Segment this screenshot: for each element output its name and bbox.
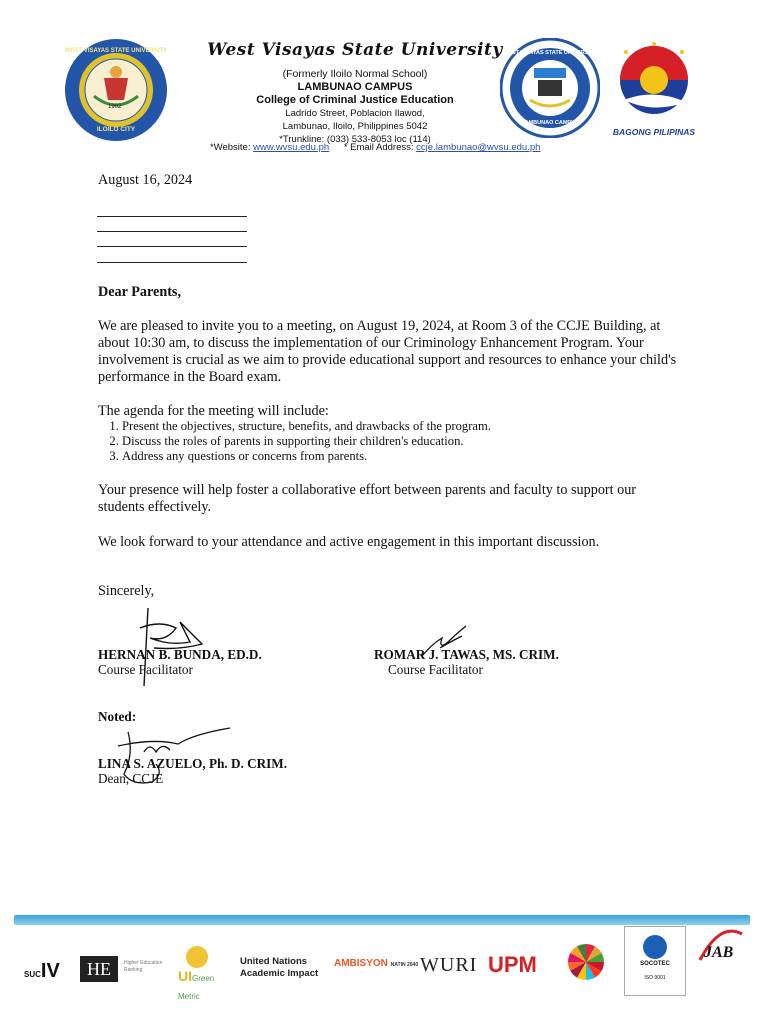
he-logo: HE: [80, 956, 118, 982]
footer-accreditation-logos: [18, 932, 750, 1012]
ambisyon-logo: AMBISYON NATIN 2040: [334, 958, 419, 969]
noted-label: Noted:: [98, 709, 137, 724]
city-line: Lambunao, Iloilo, Philippines 5042: [282, 121, 428, 132]
right-seal-bottom: LAMBUNAO CAMPUS: [521, 120, 579, 126]
signatory-3-name: LINA S. AZUELO, Ph. D. CRIM.: [98, 756, 288, 771]
agenda-item: 2. Discuss the roles of parents in supporting their children's education.: [122, 434, 656, 449]
website-link[interactable]: www.wvsu.edu.ph: [253, 142, 330, 153]
agenda-intro: The agenda for the meeting will include:: [98, 403, 329, 419]
bagong-pilipinas-text: BAGONG PILIPINAS: [612, 127, 696, 137]
right-seal-text: WEST VISAYAS STATE UNIVERSITY: [503, 50, 597, 56]
recipient-line-3: [97, 246, 247, 247]
jab-logo: JAB: [694, 926, 746, 992]
wuri-logo: WURI: [420, 954, 478, 976]
footer-divider: [14, 915, 750, 925]
contact-line: [210, 142, 540, 153]
campus-line: LAMBUNAO CAMPUS: [297, 81, 413, 93]
paragraph-presence: Your presence will help foster a collaborative effort between parents and faculty to support our students effectively.: [98, 482, 637, 515]
website-label: *Website:: [210, 142, 251, 153]
email-label: * Email Address:: [343, 142, 414, 153]
closing: Sincerely,: [98, 583, 155, 599]
signatory-3-title: Dean, CCJE: [98, 771, 164, 786]
paragraph-invite: We are pleased to invite you to a meeting, on August 19, 2024, at Room 3 of the CCJE Building, at about 10:30 am, to discuss the implementation of our Criminology Enhancement Program. Your involvement is crucial as we aim to provide educational support and resources to enhance your child's performance in the Board exam.: [98, 318, 677, 385]
salutation: Dear Parents,: [98, 284, 182, 300]
university-name: West Visayas State University: [207, 40, 503, 60]
agenda-item: 3. Address any questions or concerns from parents.: [122, 449, 656, 464]
recipient-line-4: [97, 262, 247, 263]
wvsu-seal-right: [500, 38, 600, 138]
recipient-line-2: [97, 231, 247, 232]
wvsu-seal-left: [64, 38, 168, 142]
agenda-list: [76, 419, 656, 464]
formerly-line: (Formerly Iloilo Normal School): [282, 68, 428, 80]
trunkline: *Trunkline: (033) 533-8053 loc (114): [279, 134, 431, 145]
signatory-2-title: Course Facilitator: [388, 662, 483, 677]
recipient-line-1: [97, 216, 247, 217]
bagong-pilipinas-logo: [604, 40, 704, 135]
sdg-wheel-logo: [568, 944, 604, 980]
letterhead: [190, 40, 520, 146]
left-seal-year: 1902: [108, 104, 122, 110]
signatory-2-name: ROMAR J. TAWAS, MS. CRIM.: [374, 647, 559, 662]
ched-ranking-text: Higher Education Ranking: [124, 960, 163, 973]
signatory-1-name: HERNAN B. BUNDA, ED.D.: [98, 647, 262, 662]
left-seal-text: WEST VISAYAS STATE UNIVERSITY: [64, 48, 168, 54]
left-seal-bottom: ILOILO CITY: [96, 126, 136, 133]
signatory-1-title: Course Facilitator: [98, 662, 193, 677]
upm-logo: UPM: [488, 952, 537, 977]
email-link[interactable]: ccje.lambunao@wvsu.edu.ph: [416, 142, 541, 153]
suc-level-logo: SUCIV: [24, 960, 60, 982]
street-line: Ladrido Street, Poblacion Ilawod,: [285, 108, 425, 119]
college-line: College of Criminal Justice Education: [256, 94, 454, 106]
socotec-logo: SOCOTEC ISO 9001: [624, 926, 686, 996]
agenda-item: 1. Present the objectives, structure, benefits, and drawbacks of the program.: [122, 419, 656, 434]
letter-date: August 16, 2024: [98, 172, 193, 188]
paragraph-closing: We look forward to your attendance and active engagement in this important discussion.: [98, 534, 600, 550]
un-academic-impact-logo: United Nations Academic Impact: [240, 956, 319, 979]
greenmetric-logo: UIGreen Metric: [178, 946, 234, 1004]
